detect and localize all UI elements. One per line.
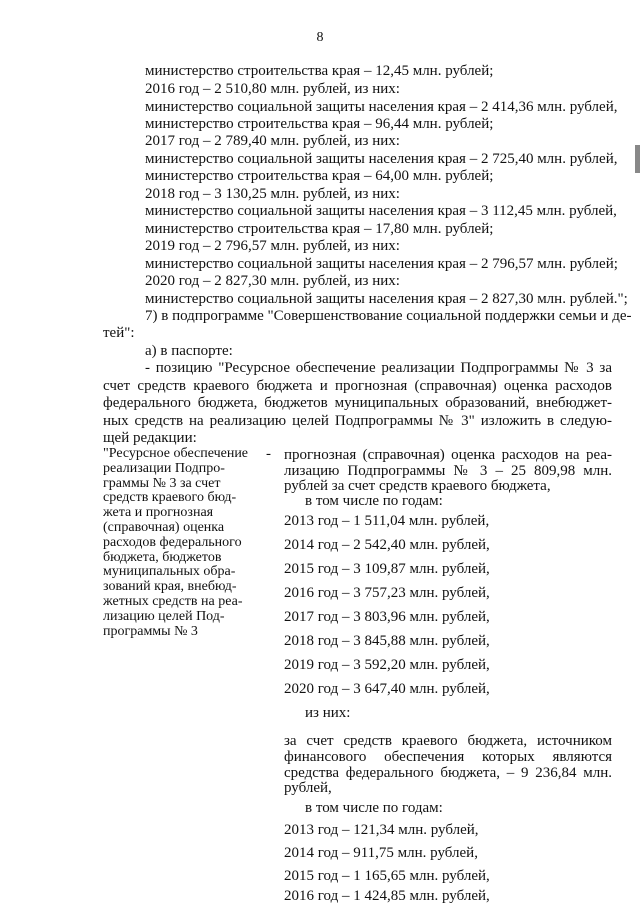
year-line: 2014 год – 2 542,40 млн. рублей, (284, 537, 490, 553)
position-line: счет средств краевого бюджета и прогнозная (справочная) оценка расходов (103, 378, 612, 394)
text-line: министерство социальной защиты населения края – 2 827,30 млн. рублей."; (145, 291, 628, 307)
left-col-line: муниципальных обра- (103, 564, 236, 580)
text-line: 2017 год – 2 789,40 млн. рублей, из них: (145, 133, 400, 149)
text-line: министерство социальной защиты населения края – 2 796,57 млн. рублей; (145, 256, 618, 272)
page-number: 8 (316, 30, 324, 45)
position-line: ных средств на реализацию целей Подпрограммы № 3" изложить в следую- (103, 413, 612, 429)
year-line: 2015 год – 3 109,87 млн. рублей, (284, 561, 490, 577)
right-intro-last: рублей за счет средств краевого бюджета, (284, 478, 551, 494)
right-intro-line: прогнозная (справочная) оценка расходов на реа- (284, 447, 612, 463)
left-col-line: жета и прогнозная (103, 505, 214, 521)
year-line: 2014 год – 911,75 млн. рублей, (284, 845, 478, 861)
text-line: 2020 год – 2 827,30 млн. рублей, из них: (145, 273, 400, 289)
text-line: министерство строительства края – 96,44 млн. рублей; (145, 116, 494, 132)
left-col-line: "Ресурсное обеспечение (103, 446, 249, 461)
federal-line: финансового обеспечения которых являются (284, 749, 612, 765)
year-line: 2020 год – 3 647,40 млн. рублей, (284, 681, 490, 697)
year-line: 2017 год – 3 803,96 млн. рублей, (284, 609, 490, 625)
left-col-line: бюджета, бюджетов (103, 549, 222, 565)
text-line: 2019 год – 2 796,57 млн. рублей, из них: (145, 238, 400, 254)
left-col-line: расходов федерального (103, 534, 242, 550)
left-col-line: средств краевого бюд- (103, 490, 237, 506)
position-line: федерального бюджета, бюджетов муниципальных образований, внебюджет- (103, 395, 612, 411)
item-a: а) в паспорте: (145, 343, 233, 359)
text-line: министерство социальной защиты населения края – 2 414,36 млн. рублей, (145, 99, 618, 115)
text-line: министерство строительства края – 12,45 млн. рублей; (145, 63, 494, 79)
year-line: 2019 год – 3 592,20 млн. рублей, (284, 657, 490, 673)
position-line: - позицию "Ресурсное обеспечение реализации Подпрограммы № 3 за (145, 360, 612, 376)
by-years-label: в том числе по годам: (305, 800, 443, 816)
item-7-line: 7) в подпрограмме "Совершенствование социальной поддержки семьи и де- (145, 308, 632, 324)
table-left-column (103, 447, 258, 639)
text-line: 2016 год – 2 510,80 млн. рублей, из них: (145, 81, 400, 97)
federal-line: средства федерального бюджета, – 9 236,84 млн. (284, 765, 612, 781)
left-col-line: зований края, внебюд- (103, 579, 237, 595)
item-7-continuation: тей": (103, 325, 135, 341)
position-line-last: щей редакции: (103, 430, 197, 446)
text-line: министерство социальной защиты населения края – 3 112,45 млн. рублей, (145, 203, 617, 219)
federal-last: рублей, (284, 780, 332, 796)
left-col-line: граммы № 3 за счет (103, 475, 221, 491)
of-them-label: из них: (305, 705, 351, 721)
left-col-line: лизацию целей Под- (103, 608, 225, 624)
right-intro-line: лизацию Подпрограммы № 3 – 25 809,98 млн. (284, 463, 612, 479)
left-col-line: реализации Подпро- (103, 460, 225, 476)
text-line: 2018 год – 3 130,25 млн. рублей, из них: (145, 186, 400, 202)
left-col-line: жетных средств на реа- (103, 593, 243, 609)
year-line: 2016 год – 1 424,85 млн. рублей, (284, 888, 490, 904)
left-col-line: (справочная) оценка (103, 519, 225, 535)
year-line: 2013 год – 121,34 млн. рублей, (284, 822, 479, 838)
text-line: министерство социальной защиты населения края – 2 725,40 млн. рублей, (145, 151, 618, 167)
year-line: 2018 год – 3 845,88 млн. рублей, (284, 633, 490, 649)
table-dash: - (266, 446, 271, 462)
year-line: 2015 год – 1 165,65 млн. рублей, (284, 868, 490, 884)
left-col-line: программы № 3 (103, 623, 198, 639)
text-line: министерство строительства края – 64,00 млн. рублей; (145, 168, 494, 184)
federal-line: за счет средств краевого бюджета, источником (284, 733, 612, 749)
text-line: министерство строительства края – 17,80 млн. рублей; (145, 221, 494, 237)
year-line: 2016 год – 3 757,23 млн. рублей, (284, 585, 490, 601)
scan-edge-mark (635, 145, 640, 173)
by-years-label: в том числе по годам: (305, 493, 443, 509)
year-line: 2013 год – 1 511,04 млн. рублей, (284, 513, 490, 529)
